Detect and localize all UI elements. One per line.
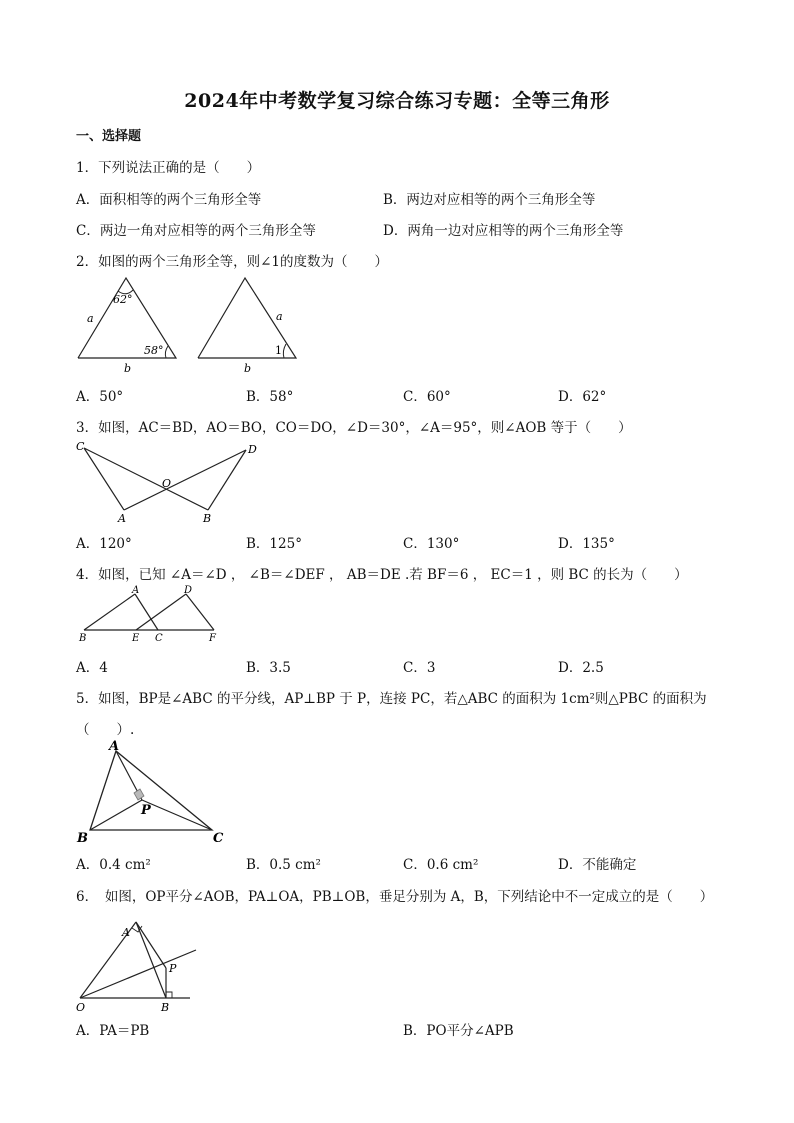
page-title: 2024年中考数学复习综合练习专题：全等三角形 <box>184 90 610 112</box>
q5-option-b: B．0.5 cm² <box>246 857 321 873</box>
q3-label-b: B <box>203 512 212 525</box>
q2-option-d: D．62° <box>558 389 607 405</box>
q5-option-c: C．0.6 cm² <box>403 857 479 873</box>
q5-label-p: P <box>141 803 151 818</box>
q4-triangles <box>84 594 214 630</box>
q2-angle-58-label: 58° <box>144 344 164 357</box>
q3-stem: 3．如图，AC＝BD，AO＝BO，CO＝DO，∠D＝30°，∠A＝95°，则∠AOB 等于（ ） <box>76 420 632 436</box>
q1-option-d: D．两角一边对应相等的两个三角形全等 <box>383 223 624 239</box>
q2-side-a-label: a <box>87 312 94 325</box>
section-heading: 一、选择题 <box>76 129 142 144</box>
q4-label-d: D <box>184 585 193 596</box>
q5-option-a: A．0.4 cm² <box>76 857 151 873</box>
q2-side-a2-label: a <box>276 310 283 323</box>
q6-label-o: O <box>76 1001 86 1014</box>
q4-label-a: A <box>132 585 140 596</box>
q5-label-b: B <box>77 831 88 846</box>
q5-figure <box>74 738 234 848</box>
q3-label-d: D <box>248 443 257 456</box>
q6-label-a: A <box>122 926 130 939</box>
q5-stem: 5．如图，BP是∠ABC 的平分线，AP⊥BP 于 P，连接 PC，若△ABC 的面积为 1cm²则△PBC 的面积为 <box>76 691 707 707</box>
q3-label-a: A <box>118 512 126 525</box>
q5-label-a: A <box>109 739 120 754</box>
q2-stem: 2．如图的两个三角形全等，则∠1的度数为（ ） <box>76 254 388 270</box>
q2-angle-62-label: 62° <box>113 293 133 306</box>
q4-figure <box>76 584 236 644</box>
q4-label-c: C <box>155 633 163 644</box>
q6-figure <box>72 906 212 1016</box>
q2-side-b2-label: b <box>244 362 252 375</box>
q6-stem: 6． 如图，OP平分∠AOB，PA⊥OA，PB⊥OB，垂足分别为 A，B，下列结论中不一定成立的是（ ） <box>76 889 714 905</box>
q5-stem-continued: （ ）. <box>76 722 135 738</box>
q4-option-b: B．3.5 <box>246 660 291 676</box>
q4-option-c: C．3 <box>403 660 436 676</box>
q1-option-c: C．两边一角对应相等的两个三角形全等 <box>76 223 316 239</box>
q3-option-b: B．125° <box>246 536 302 552</box>
q4-option-d: D．2.5 <box>558 660 604 676</box>
q6-label-p: P <box>169 962 177 975</box>
q2-option-b: B．58° <box>246 389 294 405</box>
q2-option-a: A．50° <box>76 389 124 405</box>
q4-option-a: A．4 <box>76 660 108 676</box>
q4-label-f: F <box>209 633 216 644</box>
q1-option-b: B．两边对应相等的两个三角形全等 <box>383 192 596 208</box>
q1-stem: 1．下列说法正确的是（ ） <box>76 160 261 176</box>
q6-right-angle-mark-b <box>166 992 172 998</box>
q3-label-c: C <box>76 440 85 453</box>
q6-option-a: A．PA＝PB <box>76 1023 150 1039</box>
q3-option-d: D．135° <box>558 536 615 552</box>
q2-figure <box>70 272 310 376</box>
q3-option-c: C．130° <box>403 536 460 552</box>
q1-option-a: A．面积相等的两个三角形全等 <box>76 192 262 208</box>
q3-option-a: A．120° <box>76 536 132 552</box>
q6-right-angle-mark-a <box>132 926 142 932</box>
q4-stem: 4．如图，已知 ∠A＝∠D ， ∠B＝∠DEF ， AB＝DE .若 BF＝6 ， EC＝1 ，则 BC 的长为（ ） <box>76 567 688 583</box>
q3-figure <box>72 438 272 526</box>
q6-angle-lines <box>80 922 196 998</box>
q5-option-d: D．不能确定 <box>558 857 637 873</box>
q2-option-c: C．60° <box>403 389 451 405</box>
q2-angle-1-label: 1 <box>275 344 282 357</box>
q6-option-b: B．PO平分∠APB <box>403 1023 514 1039</box>
q5-triangle <box>90 751 212 830</box>
q2-side-b-label: b <box>124 362 132 375</box>
q5-label-c: C <box>213 831 224 846</box>
q3-label-o: O <box>162 477 172 490</box>
q6-label-b: B <box>161 1001 170 1014</box>
q4-label-e: E <box>132 633 140 644</box>
q4-label-b: B <box>79 633 87 644</box>
q5-right-angle-mark <box>134 789 144 800</box>
